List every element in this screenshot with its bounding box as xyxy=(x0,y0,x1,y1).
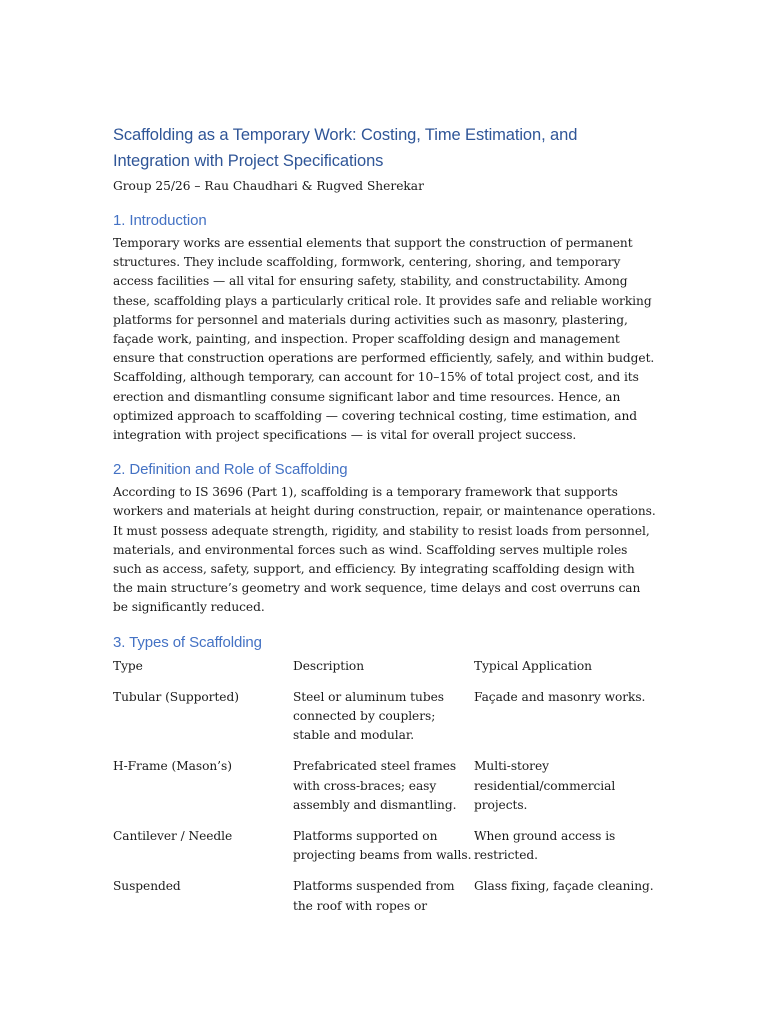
table-cell: Multi-storey residential/commercial projects. xyxy=(474,759,616,812)
table-cell: Prefabricated steel frames with cross-braces; easy assembly and dismantling. xyxy=(293,759,457,812)
table-cell: Tubular (Supported) xyxy=(113,689,239,704)
table-cell: Cantilever / Needle xyxy=(113,829,233,844)
section-heading-types: 3. Types of Scaffolding xyxy=(113,633,262,651)
document-title: Scaffolding as a Temporary Work: Costing, Time Estimation, and Integration with Project Specifications xyxy=(113,126,578,170)
section-heading-introduction: 1. Introduction xyxy=(113,212,207,229)
table-row xyxy=(113,688,658,758)
document-content xyxy=(113,122,658,928)
table-cell: Façade and masonry works. xyxy=(474,689,646,704)
table-header-cell: Type xyxy=(113,658,143,673)
section-body-definition: According to IS 3696 (Part 1), scaffolding is a temporary framework that supports workers and materials at height during construction, repair, or maintenance operations. It must possess adequate strength, rigidity, and stability to resist loads from personnel, materials, and environmental forces such as wind. Scaffolding serves multiple roles such as access, safety, support, and efficiency. By integrating scaffolding design with the main structure’s geometry and work sequence, time delays and cost overruns can be significantly reduced. xyxy=(113,485,656,615)
table-cell: Platforms supported on projecting beams from walls. xyxy=(293,829,472,863)
table-header-cell: Description xyxy=(293,658,365,673)
table-cell: Glass fixing, façade cleaning. xyxy=(474,879,654,894)
document-authors: Group 25/26 – Rau Chaudhari & Rugved Sherekar xyxy=(113,179,424,193)
section-heading-definition: 2. Definition and Role of Scaffolding xyxy=(113,461,348,479)
table-header-cell: Typical Application xyxy=(474,658,592,673)
table-cell: Platforms suspended from the roof with ropes or xyxy=(293,879,455,913)
table-cell: Suspended xyxy=(113,879,181,894)
table-header-row xyxy=(113,657,658,688)
table-cell: Steel or aluminum tubes connected by couplers; stable and modular. xyxy=(293,689,444,743)
table-row xyxy=(113,877,658,927)
table-row xyxy=(113,757,658,827)
table-cell: When ground access is restricted. xyxy=(474,829,616,863)
table-cell: H-Frame (Mason’s) xyxy=(113,759,232,774)
scaffolding-types-table xyxy=(113,657,658,928)
table-row xyxy=(113,827,658,877)
section-body-introduction: Temporary works are essential elements that support the construction of permanent structures. They include scaffolding, formwork, centering, shoring, and temporary access facilities — all vital for ensuring safety, stability, and constructability. Among these, scaffolding plays a particularly critical role. It provides safe and reliable working platforms for personnel and materials during activities such as masonry, plastering, façade work, painting, and inspection. Proper scaffolding design and management ensure that construction operations are performed efficiently, safely, and within budget. Scaffolding, although temporary, can account for 10–15% of total project cost, and its erection and dismantling consume significant labor and time resources. Hence, an optimized approach to scaffolding — covering technical costing, time estimation, and integration with project specifications — is vital for overall project success. xyxy=(113,236,655,443)
